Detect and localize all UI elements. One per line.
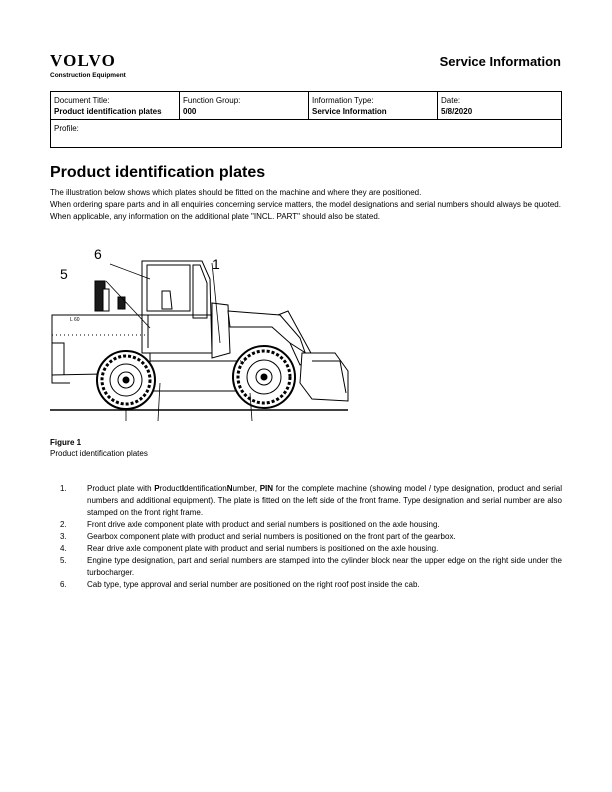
plates-list — [50, 483, 562, 591]
function-group-cell — [180, 92, 309, 120]
list-item — [50, 519, 562, 531]
date-cell — [438, 92, 562, 120]
list-item-number: 5. — [60, 556, 67, 565]
volvo-logo — [50, 52, 126, 79]
callout-6: 6 — [94, 246, 102, 262]
information-type-value: Service Information — [312, 107, 387, 116]
intro-text — [50, 187, 562, 223]
callout-5: 5 — [60, 266, 68, 282]
list-item-text: Engine type designation, part and serial numbers are stamped into the cylinder block near the upper edge on the right side under the turbocharger. — [87, 556, 562, 577]
brand-subtitle: Construction Equipment — [50, 72, 126, 79]
function-group-label: Function Group: — [183, 96, 241, 105]
list-item: 1. Product plate with ProductIdentificationNumber, PIN for the complete machine (showing model / type designation, product and serial numbers and additional equipment). The plate is fitted on the left side of the front frame. Type designation and serial number are also stamped on the front right frame. — [60, 484, 562, 517]
machine-model-decal: L 60 — [70, 317, 80, 323]
document-meta-table — [50, 91, 562, 148]
list-item — [50, 531, 562, 543]
figure-caption — [50, 437, 148, 459]
list-item-text: Cab type, type approval and serial number are positioned on the right roof post inside the cab. — [87, 580, 420, 589]
function-group-value: 000 — [183, 107, 197, 116]
figure-caption-text: Product identification plates — [50, 449, 148, 458]
date-value: 5/8/2020 — [441, 107, 473, 116]
list-item-number: 6. — [60, 580, 67, 589]
list-item-number: 1. — [60, 484, 67, 493]
list-item-text: Gearbox component plate with product and serial numbers is positioned on the front part of the gearbox. — [87, 532, 456, 541]
date-label: Date: — [441, 96, 461, 105]
list-item-number: 4. — [60, 544, 67, 553]
document-type-heading: Service Information — [439, 54, 561, 69]
page-title: Product identification plates — [50, 164, 266, 181]
list-item-text: Rear drive axle component plate with product and serial numbers is positioned on the axle housing. — [87, 544, 439, 553]
list-item — [50, 543, 562, 555]
intro-paragraph: When ordering spare parts and in all enquiries concerning service matters, the model designations and serial numbers should always be quoted. — [50, 200, 561, 209]
document-title-cell — [51, 92, 180, 120]
document-title-label: Document Title: — [54, 96, 110, 105]
figure-number: Figure 1 — [50, 438, 82, 447]
list-item-number: 3. — [60, 532, 67, 541]
wheel-loader-illustration — [50, 243, 350, 427]
profile-cell — [51, 120, 562, 148]
profile-label: Profile: — [54, 124, 79, 133]
list-item-number: 2. — [60, 520, 67, 529]
information-type-label: Information Type: — [312, 96, 374, 105]
information-type-cell — [309, 92, 438, 120]
brand-wordmark: VOLVO — [50, 51, 117, 70]
intro-paragraph: The illustration below shows which plates should be fitted on the machine and where they are positioned. — [50, 188, 422, 197]
list-item — [50, 555, 562, 579]
document-title-value: Product identification plates — [54, 107, 162, 116]
callout-1: 1 — [212, 256, 220, 272]
intro-paragraph: When applicable, any information on the additional plate "INCL. PART" should also be stated. — [50, 212, 381, 221]
list-item-text: Front drive axle component plate with product and serial numbers is positioned on the axle housing. — [87, 520, 440, 529]
list-item — [50, 579, 562, 591]
